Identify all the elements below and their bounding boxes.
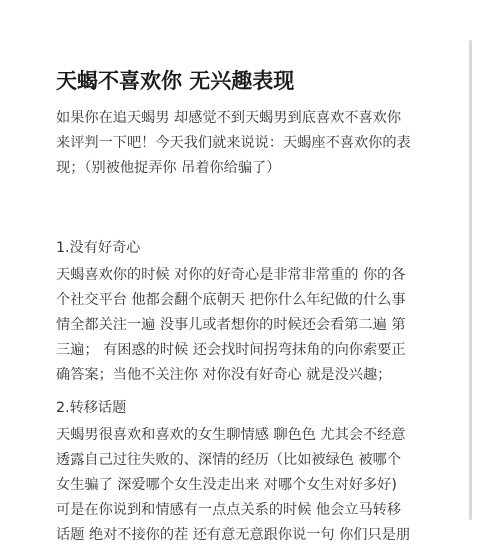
vertical-scrollbar[interactable] — [469, 40, 472, 533]
article-title: 天蝎不喜欢你 无兴趣表现 — [56, 69, 295, 93]
paragraph-line: 个社交平台 他都会翻个底朝天 把你什么年纪做的什么事 — [56, 292, 406, 308]
paragraph-line: 话题 绝对不接你的茬 还有意无意跟你说一句 你们只是朋 — [56, 527, 411, 543]
paragraph-line: 可是在你说到和情感有一点点关系的时候 他会立马转移 — [56, 502, 402, 518]
section-paragraph — [56, 263, 456, 388]
paragraph-line: 三遍； 有困惑的时候 还会找时间拐弯抹角的向你索要正 — [56, 342, 406, 358]
intro-line: 现；（别被他捉弄你 吊着你给骗了） — [56, 160, 281, 176]
section-heading: 2.转移话题 — [56, 400, 127, 416]
article-intro — [56, 106, 456, 181]
intro-line: 如果你在追天蝎男 却感觉不到天蝎男到底喜欢不喜欢你 — [56, 110, 402, 126]
paragraph-line: 天蝎喜欢你的时候 对你的好奇心是非常非常重的 你的各 — [56, 267, 406, 283]
section-heading: 1.没有好奇心 — [56, 240, 141, 256]
paragraph-line: 女生骗了 深爱哪个女生没走出来 对哪个女生对好多好) — [56, 477, 397, 493]
scrollbar-thumb[interactable] — [469, 40, 472, 520]
section-change-topic — [56, 396, 456, 548]
article — [56, 66, 456, 543]
section-no-curiosity — [56, 236, 456, 388]
section-paragraph — [56, 423, 456, 548]
paragraph-line: 透露自己过往失败的、深情的经历（比如被绿色 被哪个 — [56, 452, 402, 468]
paragraph-line: 天蝎男很喜欢和喜欢的女生聊情感 聊色色 尤其会不经意 — [56, 427, 406, 443]
paragraph-line: 确答案；当他不关注你 对你没有好奇心 就是没兴趣； — [56, 367, 392, 383]
paragraph-line: 情全都关注一遍 没事儿或者想你的时候还会看第二遍 第 — [56, 317, 406, 333]
intro-line: 来评判一下吧！今天我们就来说说：天蝎座不喜欢你的表 — [56, 135, 411, 151]
